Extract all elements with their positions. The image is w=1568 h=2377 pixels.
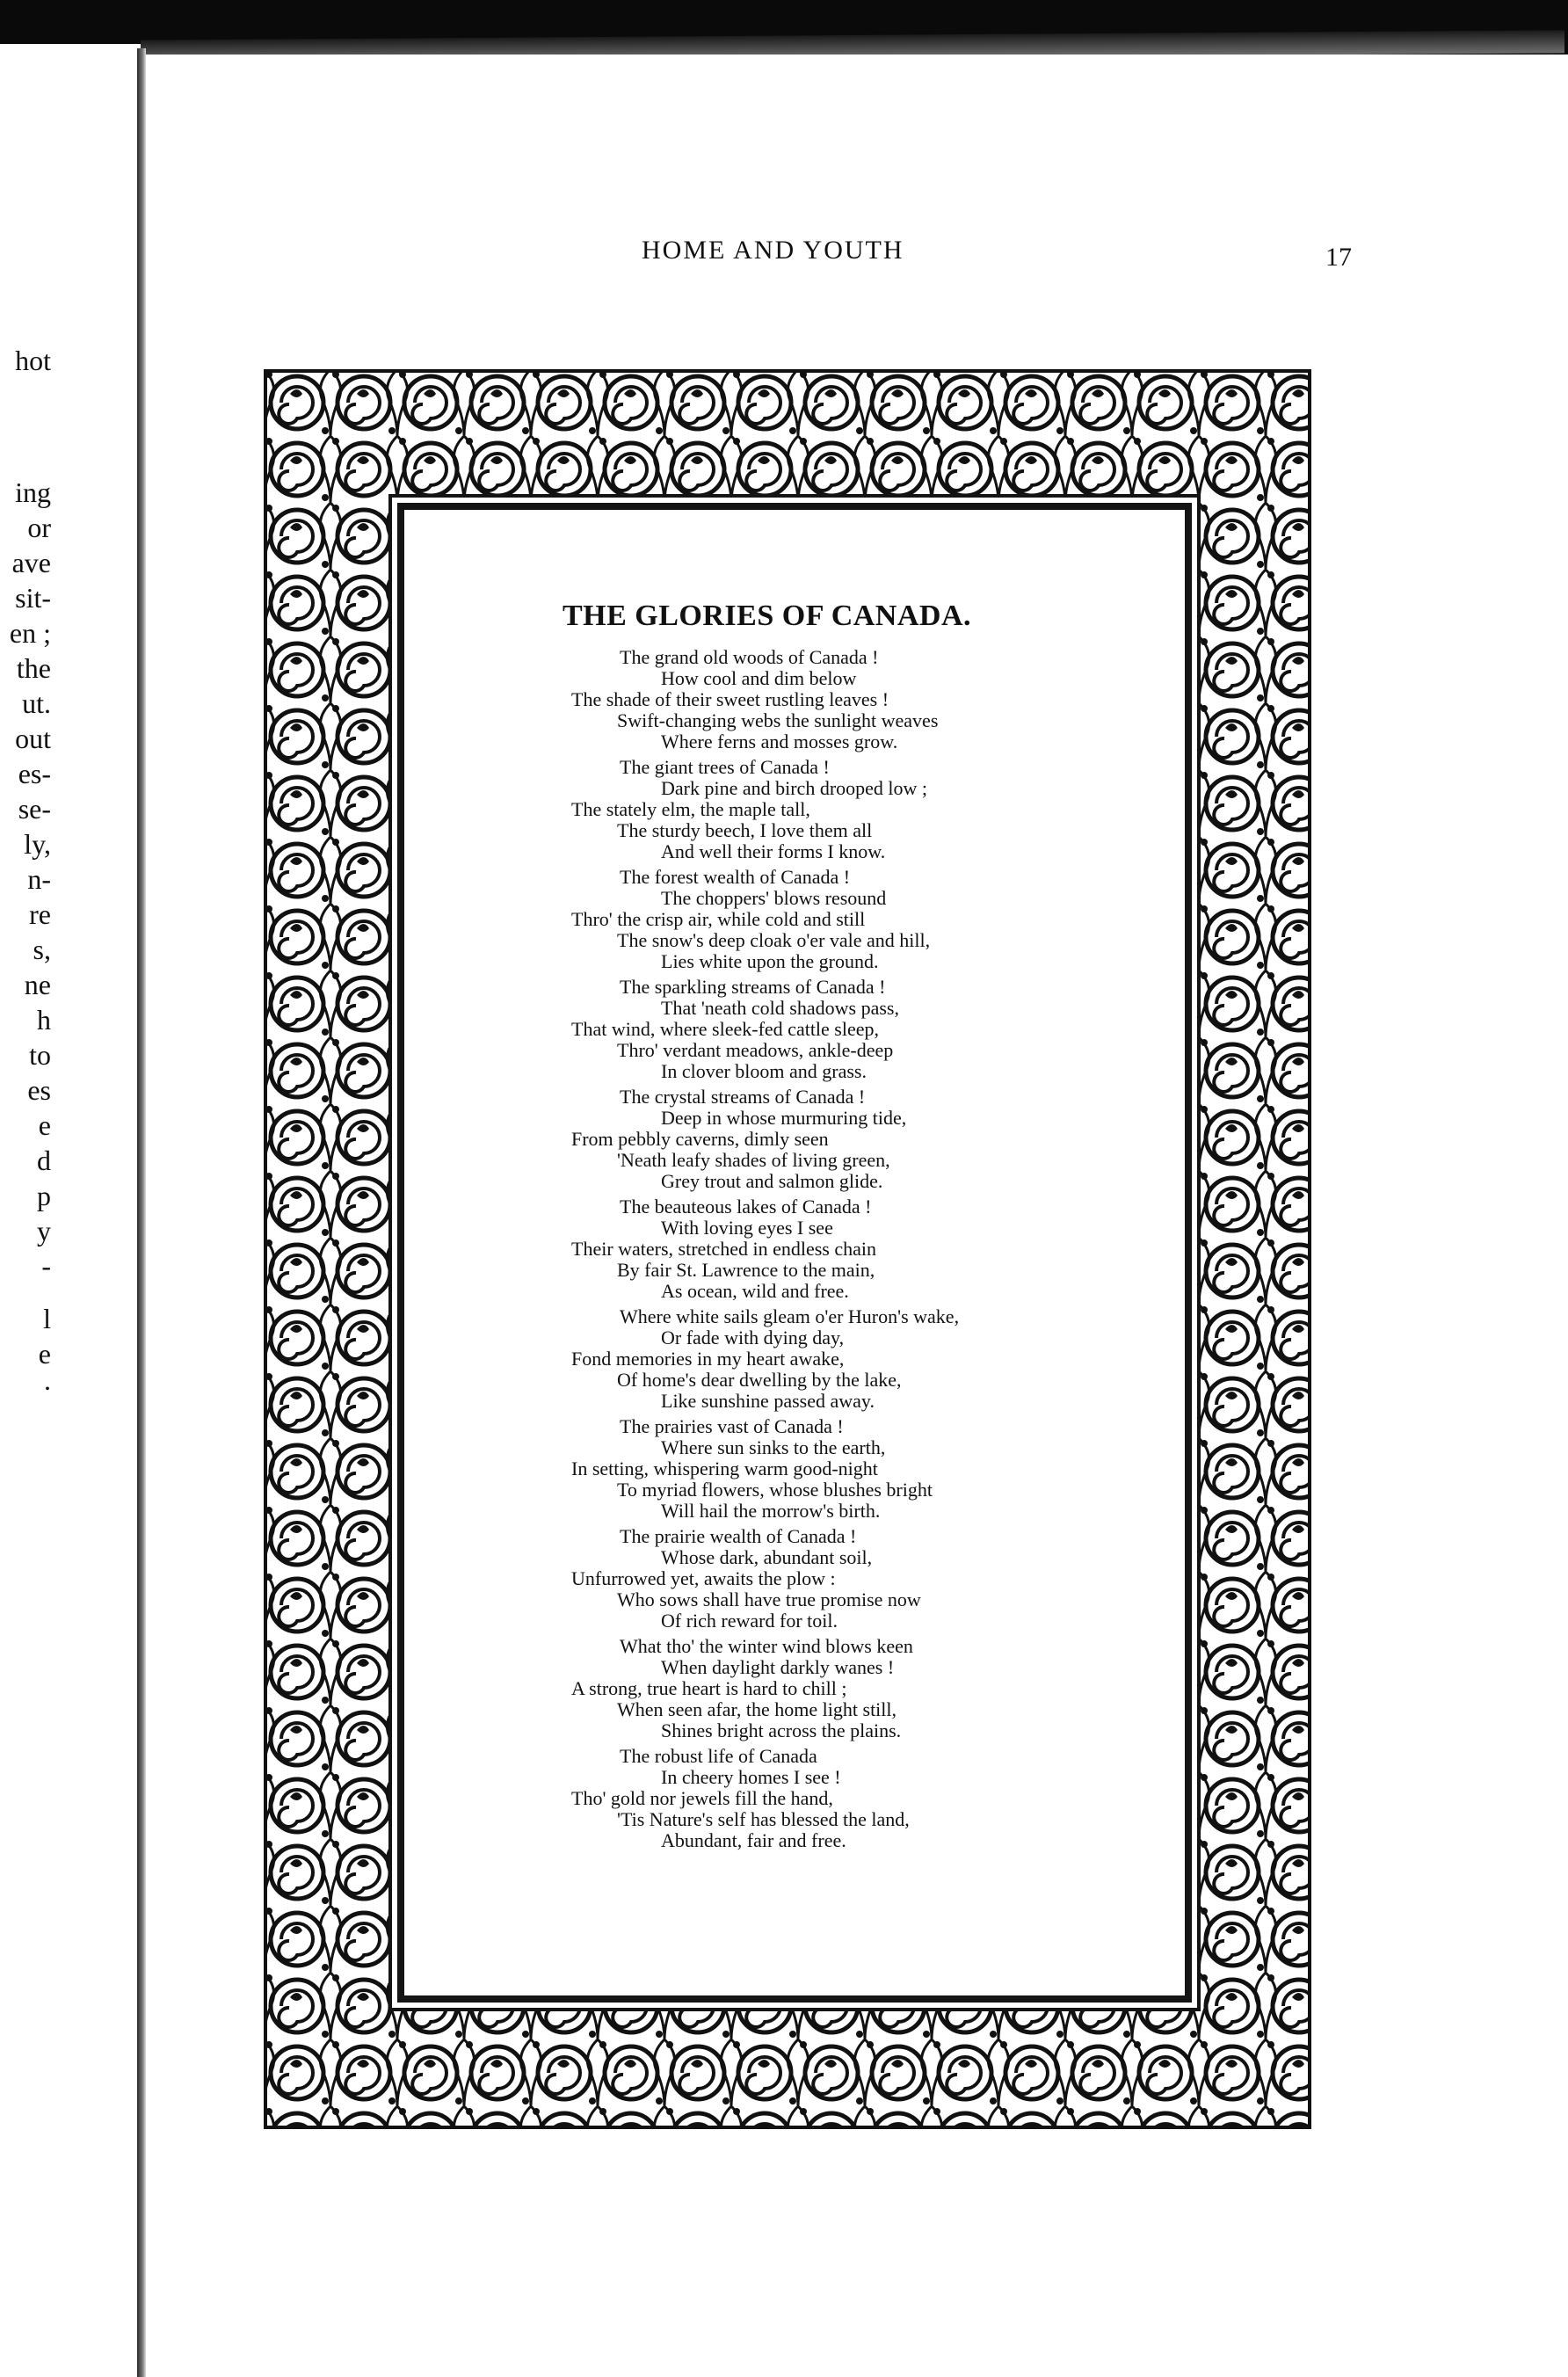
poem-line: And well their forms I know. (661, 840, 886, 862)
book-spine (137, 48, 146, 2377)
poem-line: Will hail the morrow's birth. (661, 1500, 881, 1522)
poem-line: The sparkling streams of Canada ! (620, 976, 886, 998)
poem-line: The sturdy beech, I love them all (617, 819, 873, 841)
poem-line: From pebbly caverns, dimly seen (571, 1128, 829, 1150)
poem-line: That 'neath cold shadows pass, (661, 997, 899, 1019)
poem-line: In setting, whispering warm good-night (571, 1457, 878, 1479)
left-page-fragment: se- (18, 793, 51, 825)
poem-line: Dark pine and birch drooped low ; (661, 777, 928, 799)
left-page-fragment: the (16, 652, 51, 684)
poem-line: As ocean, wild and free. (661, 1280, 849, 1302)
poem-line: That wind, where sleek-fed cattle sleep, (571, 1018, 880, 1040)
poem-body (571, 647, 1063, 1856)
left-page-fragment: es- (18, 758, 51, 789)
poem-stanza (571, 1636, 1063, 1741)
left-page-fragment: h (37, 1004, 51, 1036)
poem-stanza (571, 867, 1063, 972)
poem-stanza (571, 1526, 1063, 1632)
poem-line: Of home's dear dwelling by the lake, (617, 1369, 902, 1391)
poem-line: What tho' the winter wind blows keen (620, 1635, 913, 1657)
poem-stanza (571, 977, 1063, 1082)
poem-line: The stately elm, the maple tall, (571, 798, 810, 820)
poem-line: Of rich reward for toil. (661, 1610, 838, 1632)
poem-line: Unfurrowed yet, awaits the plow : (571, 1567, 836, 1589)
left-page-fragment: ut. (22, 687, 51, 719)
poem-line: The beauteous lakes of Canada ! (620, 1196, 872, 1218)
poem-stanza (571, 1746, 1063, 1851)
left-page-fragment: to (29, 1039, 51, 1071)
poem-stanza (571, 1196, 1063, 1302)
poem-line: The prairies vast of Canada ! (620, 1415, 844, 1437)
poem-line: The prairie wealth of Canada ! (620, 1525, 857, 1547)
poem-line: In clover bloom and grass. (661, 1060, 867, 1082)
poem-stanza (571, 647, 1063, 752)
poem-line: Whose dark, abundant soil, (661, 1546, 873, 1568)
poem-line: In cheery homes I see ! (661, 1766, 841, 1788)
poem-line: A strong, true heart is hard to chill ; (571, 1677, 847, 1699)
poem-line: The giant trees of Canada ! (620, 756, 830, 778)
poem-line: When seen afar, the home light still, (617, 1698, 897, 1720)
left-page (0, 44, 141, 2377)
left-page-fragment: d (37, 1145, 51, 1176)
left-page-fragment: or (27, 512, 51, 543)
left-page-fragment: es (27, 1074, 51, 1106)
poem-line: Or fade with dying day, (661, 1327, 845, 1348)
left-page-fragment: n- (27, 863, 51, 895)
left-page-fragment: sit- (15, 582, 51, 614)
poem-line: Deep in whose murmuring tide, (661, 1107, 907, 1129)
poem-line: The grand old woods of Canada ! (620, 646, 879, 668)
poem-line: The shade of their sweet rustling leaves ! (571, 688, 889, 710)
poem-line: Abundant, fair and free. (661, 1829, 846, 1851)
left-page-fragment: . (44, 1364, 51, 1396)
poem-line: Lies white upon the ground. (661, 950, 879, 972)
left-page-fragment: hot (15, 345, 51, 376)
poem-stanza (571, 757, 1063, 862)
left-page-fragment: ly, (24, 828, 51, 860)
poem-line: Swift-changing webs the sunlight weaves (617, 709, 939, 731)
poem-line: 'Tis Nature's self has blessed the land, (617, 1808, 910, 1830)
poem-line: How cool and dim below (661, 667, 857, 689)
poem-line: The crystal streams of Canada ! (620, 1086, 866, 1108)
left-page-fragment: en ; (9, 617, 51, 649)
poem-line: Their waters, stretched in endless chain (571, 1238, 876, 1260)
left-page-fragment: l (43, 1303, 51, 1334)
left-page-fragment: ave (11, 547, 51, 578)
poem-line: The forest wealth of Canada ! (620, 866, 851, 888)
poem-stanza (571, 1087, 1063, 1192)
poem-line: Grey trout and salmon glide. (661, 1170, 883, 1192)
book-top-edge (0, 0, 1568, 55)
left-page-fragment: y (37, 1215, 51, 1247)
left-page-fragment: ne (24, 969, 51, 1000)
poem-line: The choppers' blows resound (661, 887, 887, 909)
left-page-fragment: p (37, 1180, 51, 1211)
poem-line: The robust life of Canada (620, 1745, 817, 1767)
poem-line: To myriad flowers, whose blushes bright (617, 1479, 933, 1501)
left-page-fragment: e (38, 1338, 51, 1370)
running-head: HOME AND YOUTH (642, 236, 904, 265)
left-page-fragment: - (41, 1250, 51, 1282)
poem-line: Fond memories in my heart awake, (571, 1348, 845, 1370)
poem-line: Shines bright across the plains. (661, 1719, 902, 1741)
left-page-fragment: e (38, 1109, 51, 1141)
left-page-fragment: re (29, 898, 51, 930)
poem-line: Like sunshine passed away. (661, 1390, 875, 1412)
poem-line: The snow's deep cloak o'er vale and hill, (617, 929, 931, 951)
poem-line: Who sows shall have true promise now (617, 1588, 921, 1610)
poem-line: Tho' gold nor jewels fill the hand, (571, 1787, 833, 1809)
poem-line: Thro' the crisp air, while cold and still (571, 908, 866, 930)
poem-line: Where ferns and mosses grow. (661, 731, 898, 752)
poem-title: THE GLORIES OF CANADA. (563, 600, 972, 632)
left-page-fragment: s, (33, 934, 51, 965)
left-page-fragment: out (15, 723, 51, 754)
page-number: 17 (1325, 243, 1352, 272)
poem-line: By fair St. Lawrence to the main, (617, 1259, 875, 1281)
poem-stanza (571, 1306, 1063, 1412)
poem-line: Where sun sinks to the earth, (661, 1436, 886, 1458)
poem-line: When daylight darkly wanes ! (661, 1656, 895, 1678)
poem-stanza (571, 1416, 1063, 1522)
poem-line: 'Neath leafy shades of living green, (617, 1149, 890, 1171)
left-page-fragment: ing (15, 476, 51, 508)
poem-line: With loving eyes I see (661, 1217, 833, 1239)
poem-line: Where white sails gleam o'er Huron's wake, (620, 1305, 960, 1327)
poem-line: Thro' verdant meadows, ankle-deep (617, 1039, 894, 1061)
